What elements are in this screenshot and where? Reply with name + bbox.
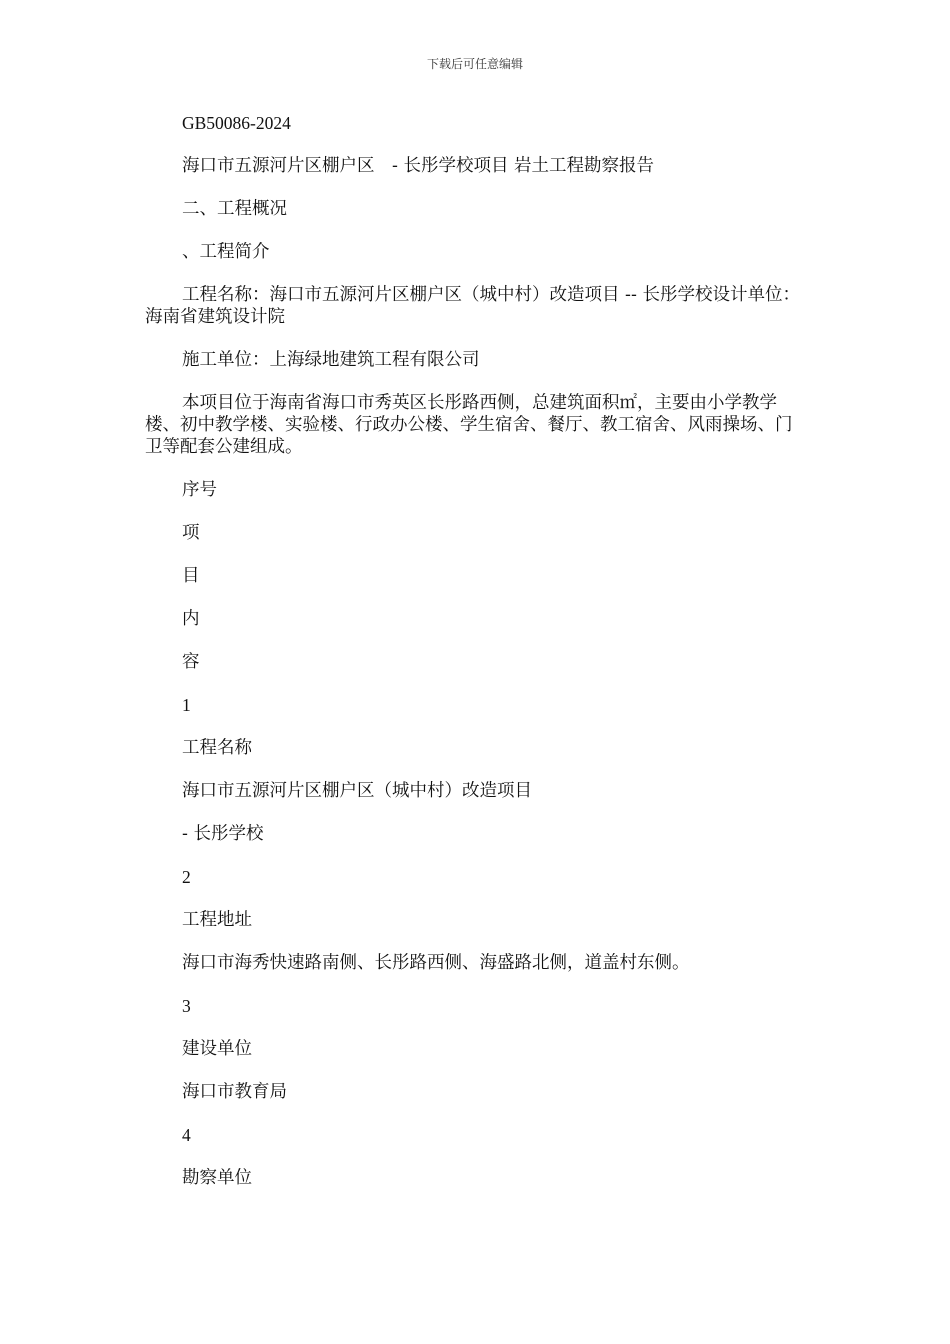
row-index: 4 — [182, 1125, 191, 1145]
contractor-paragraph: 施工单位：上海绿地建筑工程有限公司 — [182, 350, 480, 370]
report-title: 海口市五源河片区棚户区 - 长彤学校项目 岩土工程勘察报告 — [182, 156, 655, 176]
row-label: 工程名称 — [182, 738, 252, 758]
row-label: 建设单位 — [182, 1039, 252, 1059]
subsection-heading: 、工程简介 — [182, 242, 270, 262]
row-index: 2 — [182, 867, 191, 887]
document-body — [145, 112, 805, 1210]
project-name-paragraph: 工程名称：海口市五源河片区棚户区（城中村）改造项目 -- 长彤学校设计单位：海南省建筑设计院 — [145, 285, 800, 327]
row-value-continued: - 长彤学校 — [182, 824, 264, 844]
row-index: 3 — [182, 996, 191, 1016]
project-description-paragraph: 本项目位于海南省海口市秀英区长彤路西侧，总建筑面积㎡，主要由小学教学楼、初中教学楼、实验楼、行政办公楼、学生宿舍、餐厅、教工宿舍、风雨操场、门卫等配套公建组成。 — [145, 393, 793, 457]
table-header-char: 容 — [182, 652, 200, 672]
row-label: 勘察单位 — [182, 1168, 252, 1188]
row-value: 海口市教育局 — [182, 1082, 287, 1102]
row-index: 1 — [182, 695, 191, 715]
row-label: 工程地址 — [182, 910, 252, 930]
table-header-char: 目 — [182, 566, 200, 586]
table-header-char: 项 — [182, 523, 200, 543]
table-header-char: 内 — [182, 609, 200, 629]
row-value: 海口市五源河片区棚户区（城中村）改造项目 — [182, 781, 532, 801]
row-value: 海口市海秀快速路南侧、长彤路西侧、海盛路北侧，道盖村东侧。 — [182, 953, 690, 973]
page-header-note: 下载后可任意编辑 — [426, 57, 523, 71]
table-header-index: 序号 — [182, 480, 217, 500]
section-heading: 二、工程概况 — [182, 199, 287, 219]
standard-code: GB50086-2024 — [182, 113, 291, 133]
